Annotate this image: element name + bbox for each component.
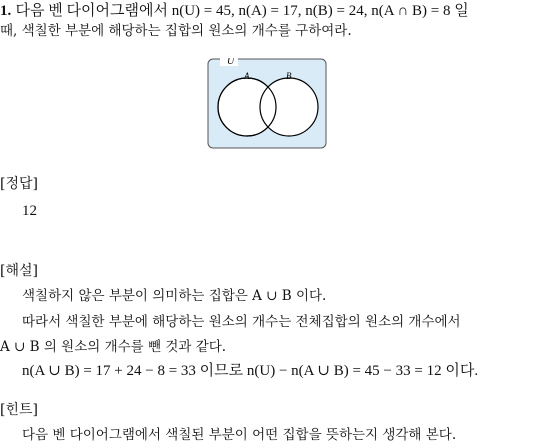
question-line-2: 때, 색칠한 부분에 해당하는 집합의 원소의 개수를 구하여라. <box>0 23 352 39</box>
universe-label: U <box>227 58 235 67</box>
question-line-1 <box>0 2 469 20</box>
explanation-line-3: A ∪ B 의 원소의 개수를 뺀 것과 같다. <box>0 339 227 355</box>
question-number: 1. <box>0 3 12 19</box>
answer-value: 12 <box>22 203 37 219</box>
set-b-label: B <box>286 71 292 81</box>
hint-line-1: 다음 벤 다이어그램에서 색칠된 부분이 어떤 집합을 뜻하는지 생각해 본다. <box>22 427 457 443</box>
answer-heading: [정답] <box>0 176 38 192</box>
explanation-line-1: 색칠하지 않은 부분이 의미하는 집합은 A ∪ B 이다. <box>22 288 327 304</box>
explanation-line-2: 따라서 색칠한 부분에 해당하는 원소의 개수는 전체집합의 원소의 개수에서 <box>22 314 461 330</box>
explanation-heading: [해설] <box>0 263 38 279</box>
set-b-circle <box>260 78 318 136</box>
venn-diagram <box>207 58 327 150</box>
question-text-1: 다음 벤 다이어그램에서 n(U) = 45, n(A) = 17, n(B) = 24, n(A ∩ B) = 8 일 <box>15 3 469 19</box>
hint-heading: [힌트] <box>0 402 38 418</box>
set-a-label: A <box>244 71 250 81</box>
explanation-line-4: n(A ∪ B) = 17 + 24 − 8 = 33 이므로 n(U) − n(A ∪ B) = 45 − 33 = 12 이다. <box>22 363 479 379</box>
